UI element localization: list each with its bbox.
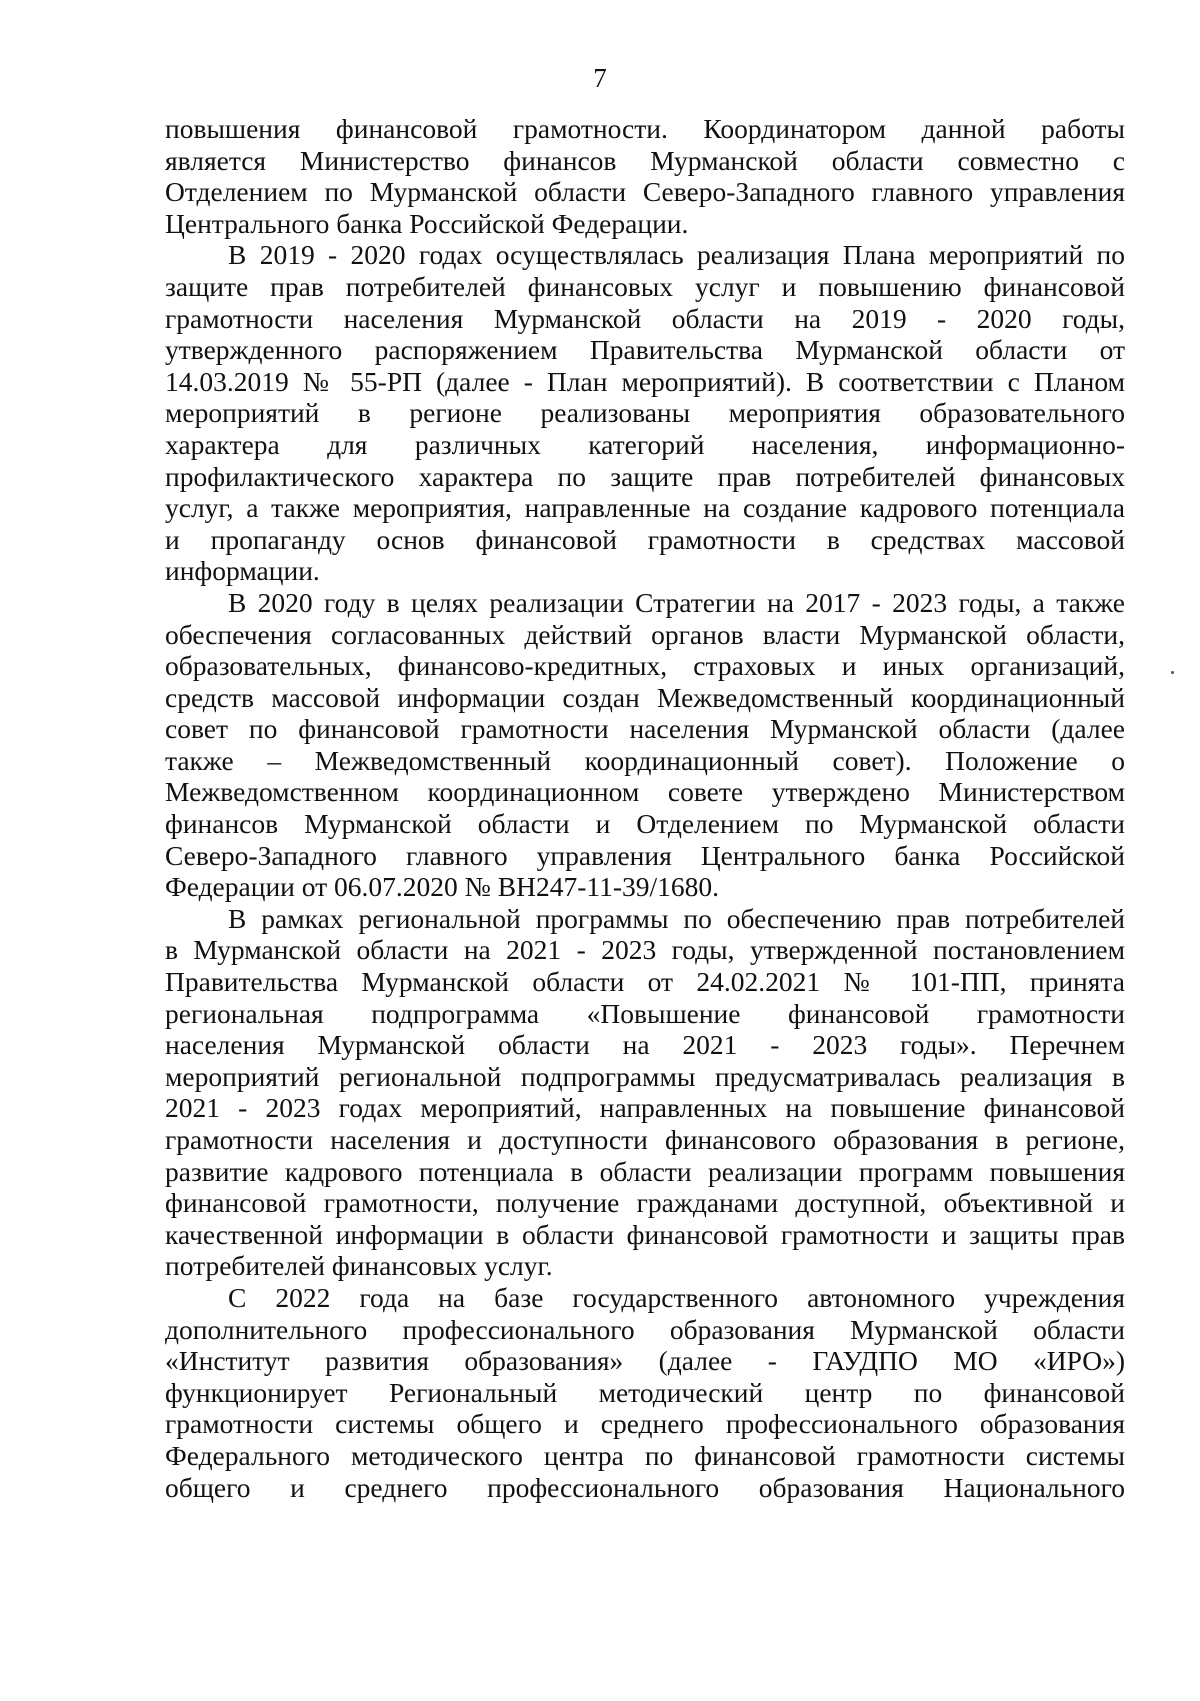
text-line: грамотности системы общего и среднего профессионального образования <box>165 1408 1125 1440</box>
text-line: «Институт развития образования» (далее - ГАУДПО МО «ИРО») <box>165 1345 1125 1377</box>
paragraph <box>165 113 1125 239</box>
paragraph <box>165 587 1125 903</box>
text-line: образовательных, финансово-кредитных, страховых и иных организаций, <box>165 650 1125 682</box>
text-line: совет по финансовой грамотности населения Мурманской области (далее <box>165 713 1125 745</box>
text-line: также – Межведомственный координационный совет). Положение о <box>165 744 1125 776</box>
text-line: грамотности населения и доступности финансового образования в регионе, <box>165 1124 1125 1155</box>
text-line: качественной информации в области финансовой грамотности и защиты прав <box>165 1218 1125 1250</box>
text-line: региональная подпрограмма «Повышение финансовой грамотности <box>165 997 1125 1029</box>
text-line: и пропаганду основ финансовой грамотности в средствах массовой <box>165 523 1125 555</box>
paragraph <box>165 239 1125 587</box>
text-line: потребителей финансовых услуг. <box>165 1250 553 1282</box>
text-line: дополнительного профессионального образования Мурманской области <box>165 1313 1125 1345</box>
text-line: финансов Мурманской области и Отделением по Мурманской области <box>165 808 1125 840</box>
text-line: Правительства Мурманской области от 24.02.2021 № 101-ПП, принята <box>165 966 1125 998</box>
text-line: финансовой грамотности, получение гражданами доступной, объективной и <box>165 1187 1125 1219</box>
text-line: информации. <box>165 555 320 587</box>
text-line: в Мурманской области на 2021 - 2023 годы, утвержденной постановлением <box>165 934 1125 966</box>
document-body <box>165 113 1125 1503</box>
scan-speck <box>1171 671 1174 674</box>
text-line: В 2020 году в целях реализации Стратегии на 2017 - 2023 годы, а также <box>228 586 1125 618</box>
paragraph <box>165 903 1125 1282</box>
paragraph <box>165 1282 1125 1503</box>
text-line: повышения финансовой грамотности. Координатором данной работы <box>165 113 1125 144</box>
page-number: 7 <box>593 63 607 93</box>
text-line: функционирует Региональный методический центр по финансовой <box>165 1376 1125 1408</box>
text-line: 2021 - 2023 годах мероприятий, направленных на повышение финансовой <box>165 1092 1125 1124</box>
text-line: Северо-Западного главного управления Центрального банка Российской <box>165 839 1125 871</box>
text-line: обеспечения согласованных действий органов власти Мурманской области, <box>165 618 1125 650</box>
text-line: 14.03.2019 № 55-РП (далее - План мероприятий). В соответствии с Планом <box>165 365 1125 397</box>
text-line: развитие кадрового потенциала в области реализации программ повышения <box>165 1155 1125 1187</box>
text-line: Федерального методического центра по финансовой грамотности системы <box>165 1439 1125 1471</box>
text-line: населения Мурманской области на 2021 - 2023 годы». Перечнем <box>165 1029 1125 1061</box>
text-line: профилактического характера по защите прав потребителей финансовых <box>165 460 1125 492</box>
text-line: В рамках региональной программы по обеспечению прав потребителей <box>228 902 1125 934</box>
text-line: услуг, а также мероприятия, направленные на создание кадрового потенциала <box>165 492 1125 524</box>
text-line: грамотности населения Мурманской области на 2019 - 2020 годы, <box>165 302 1125 334</box>
text-line: характера для различных категорий населения, информационно- <box>165 428 1125 460</box>
text-line: В 2019 - 2020 годах осуществлялась реализация Плана мероприятий по <box>228 239 1125 271</box>
text-line: утвержденного распоряжением Правительства Мурманской области от <box>165 334 1125 366</box>
text-line: защите прав потребителей финансовых услуг и повышению финансовой <box>165 270 1125 302</box>
text-line: Федерации от 06.07.2020 № ВН247-11-39/1680. <box>165 871 720 903</box>
text-line: мероприятий региональной подпрограммы предусматривалась реализация в <box>165 1060 1125 1092</box>
text-line: средств массовой информации создан Межведомственный координационный <box>165 681 1125 713</box>
text-line: мероприятий в регионе реализованы мероприятия образовательного <box>165 397 1125 429</box>
text-line: Межведомственном координационном совете утверждено Министерством <box>165 776 1125 808</box>
text-line: Отделением по Мурманской области Северо-Западного главного управления <box>165 176 1125 208</box>
text-line: Центрального банка Российской Федерации. <box>165 207 689 239</box>
text-line: является Министерство финансов Мурманской области совместно с <box>165 144 1125 176</box>
text-line: общего и среднего профессионального образования Национального <box>165 1471 1125 1503</box>
text-line: С 2022 года на базе государственного автономного учреждения <box>228 1281 1125 1313</box>
